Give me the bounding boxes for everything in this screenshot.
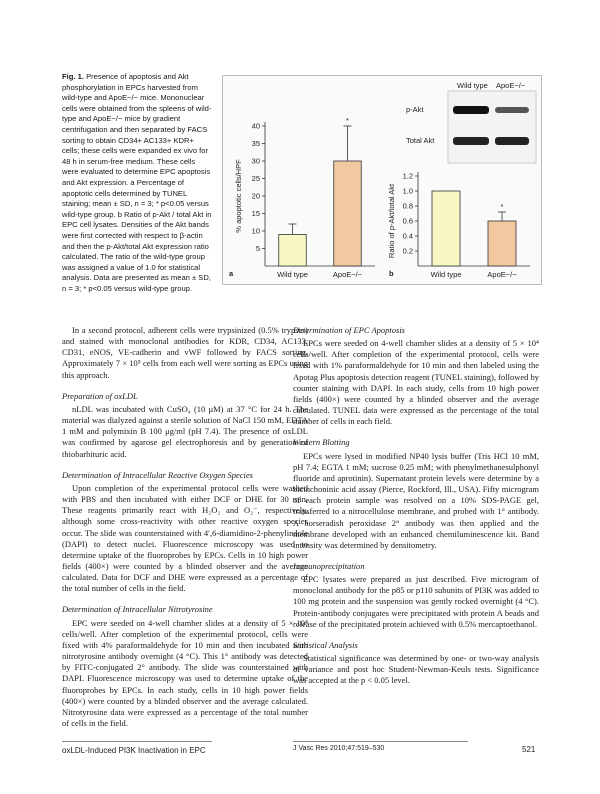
figure-svg <box>223 76 541 284</box>
footer-rule-center <box>293 741 468 742</box>
caption-title: Fig. 1. <box>62 72 84 81</box>
y-tick-label: 40 <box>251 121 260 131</box>
y-tick-label: 0.8 <box>402 201 413 211</box>
paragraph: In a second protocol, adherent cells were trypsinized (0.5% trypsin) and stained with monoclonal antibodies for KDR, CD34, AC133, CD31, eNOS, VE-cadherin and vWF followed by FACS sorting. Approximately 7 × 10⁵ cells from each well were sorting as EPCs using this approach. <box>62 325 308 380</box>
x-category-label: Wild type <box>430 270 462 279</box>
panel-b-label: b <box>389 269 394 278</box>
bar <box>488 221 516 266</box>
y-tick-label: 35 <box>251 139 260 148</box>
section-heading: Western Blotting <box>293 437 350 448</box>
section-heading: Immunoprecipitation <box>293 560 365 571</box>
bar <box>334 161 362 266</box>
paragraph: Upon completion of the experimental protocol cells were washed with PBS and then incubated with either DCF or DHE for 30 min. These reagents primarily react with H₂O₂ and O₂⁻, respectively, although some cross-reactivity with other reactive oxygen species occur. The slide was counterstained with 4′,6-diamidino-2-phenylindole (DAPI) to detect nuclei. Fluorescence microscopy was used to determine uptake of the fluoroprobes by EPCs. Cells in 10 high power fields (400×) were counted by a blinded observer and the average calculated. Data for DCF and DHE were expressed as a percentage of the total number of cells in the field. <box>62 482 308 594</box>
paragraph: EPC were seeded on 4-well chamber slides at a density of 5 × 10⁴ cells/well. After completion of the experimental protocol, cells were fixed with 4% paraformaldehyde for 10 min and then incubated with nitrotyrosine antibody overnight (4 °C). This 1° antibody was detected by FITC-conjugated 2° antibody. The slide was counterstained with DAPI. Fluorescence microscopy was used to determine uptake of the fluoroprobes by EPCs. In each study, cells in 10 high power fields (400×) were counted by a blinded observer and the average calculated. Nitrotyrosine data were expressed as a percentage of the total number of cells in the field. <box>62 617 308 728</box>
paragraph: EPCs were seeded on 4-well chamber slides at a density of 5 × 10⁴ cells/well. After completion of the experimental protocol, cells were fixed with 1% paraformaldehyde for 10 min and then labeled using the Apotag Plus apoptosis detection reagent (TUNEL staining), followed by counter staining with DAPI. In each study, cells from 10 high power fields (400×) were counted by a blinded observer and the average calculated. TUNEL data were expressed as the percentage of the total number of cells in each field. <box>293 338 539 427</box>
footer-journal: J Vasc Res 2010;47:519–530 <box>293 745 385 752</box>
body-column-right <box>293 325 539 687</box>
y-axis-label: Ratio of p-Akt/total Akt <box>387 183 396 259</box>
y-tick-label: 1.0 <box>402 186 413 196</box>
y-tick-label: 1.2 <box>402 171 413 181</box>
paragraph: Statistical significance was determined by one- or two-way analysis of variance and post hoc Student-Newman-Keuls tests. Significance was accepted at the p < 0.05 level. <box>293 653 539 686</box>
band-pakt-apoe <box>495 107 529 113</box>
figure-caption <box>62 72 212 294</box>
paragraph: EPCs were lysed in modified NP40 lysis buffer (Tris HCl 10 mM, pH 7.4; EGTA 1 mM; sucrose 0.25 mM; with phenylmethanesulphonyl fluoride and aprotinin). Supernatant protein levels were determine by a bicinchoninic acid assay (Pierce, Rockford, Ill., USA). Fifty microgram of each protein sample was resolved on a 10% SDS-PAGE gel, transferred to a nitrocellulose membrane, and probed with 1° antibody. A horseradish peroxidase 2° antibody was then applied and the membrane developed with an enhanced chemiluminescence kit. Band intensity was determined by densitometry. <box>293 450 539 550</box>
x-category-label: Wild type <box>277 270 308 279</box>
x-category-label: ApoE−/− <box>332 270 363 279</box>
x-category-label: ApoE−/− <box>487 270 517 279</box>
blot-header-wt: Wild type <box>457 81 488 90</box>
page-number: 521 <box>522 745 536 754</box>
blot-row-pakt: p-Akt <box>406 105 424 114</box>
y-tick-label: 30 <box>251 156 260 166</box>
significance-marker: * <box>500 202 504 211</box>
blot-background <box>448 91 536 163</box>
caption-text: Presence of apoptosis and Akt phosphorylation in EPCs harvested from wild-type and ApoE−/− mice. Mononuclear cells were obtained from the spleens of wild-type and ApoE−/− mice by gradient centrifugation and then separated by FACS sorting to obtain CD34+ AC133+ KDR+ cells; these cells were expanded ex vivo for 48 h in serum-free medium. These cells were evaluated to determine EPC apoptosis and Akt expression. a Percentage of apoptotic cells determined by TUNEL staining; mean ± SD, n = 3; * p<0.05 versus wild-type group. b Ratio of p-Akt / total Akt in EPC cell lysates. Densities of the Akt bands were first corrected with respect to β-actin and then the p-Akt/total Akt expression ratio calculated. The ratio of the wild-type group was assigned a value of 1.0 for statistical analysis. Data are presented as mean ± SD, n = 3; * p<0.05 versus wild-type group. <box>62 72 212 293</box>
significance-marker: * <box>346 116 349 125</box>
bar <box>279 235 307 267</box>
y-tick-label: 5 <box>255 244 260 253</box>
footer-running-title: oxLDL-Induced PI3K Inactivation in EPC <box>62 746 206 755</box>
y-tick-label: 20 <box>251 191 260 201</box>
section-heading: Statistical Analysis <box>293 639 358 650</box>
y-tick-label: 0.4 <box>402 231 413 241</box>
figure-1 <box>222 75 542 285</box>
blot-row-totalakt: Total Akt <box>406 136 435 145</box>
y-tick-label: 0.6 <box>402 216 413 226</box>
panel-a-chart <box>234 116 375 279</box>
paragraph: nLDL was incubated with CuSO₄ (10 μM) at 37 °C for 24 h. The material was dialyzed against a sterile solution of NaCl 150 mM, EDTA 1 mM and polymixin B 100 μg/ml (pH 7.4). The presence of oxLDL was confirmed by agarose gel electrophoresis and by generation of thiobarbituric acid. <box>62 403 308 459</box>
paragraph: EPC lysates were prepared as just described. Five microgram of monoclonal antibody for the p85 or p110 subunits of PI3K was added to 100 mg protein and the suspension was gently rocked overnight (4 °C). Protein-antibody conjugates were precipitated with protein A beads and release of the precipitated protein achieved with 0.5% mercaptoethanol. <box>293 574 539 629</box>
western-blot <box>406 81 536 163</box>
y-tick-label: 10 <box>251 226 260 236</box>
band-pakt-wt <box>453 106 489 114</box>
y-tick-label: 15 <box>251 209 260 218</box>
section-heading: Determination of EPC Apoptosis <box>293 325 405 335</box>
footer-rule-left <box>62 741 212 742</box>
section-heading: Determination of Intracellular Nitrotyrosine <box>62 604 213 615</box>
blot-header-apoe: ApoE−/− <box>496 81 526 90</box>
panel-b-chart <box>387 172 530 280</box>
y-tick-label: 0.2 <box>402 246 413 256</box>
section-heading: Determination of Intracellular Reactive Oxygen Species <box>62 469 253 480</box>
y-axis-label: % apoptotic cells/HPF <box>234 159 243 233</box>
band-totalakt-wt <box>453 137 489 145</box>
band-totalakt-apoe <box>495 137 529 145</box>
y-tick-label: 25 <box>251 174 260 183</box>
section-heading: Preparation of oxLDL <box>62 390 138 401</box>
panel-a-label: a <box>229 269 234 278</box>
body-column-left <box>62 325 308 729</box>
bar <box>432 191 460 266</box>
